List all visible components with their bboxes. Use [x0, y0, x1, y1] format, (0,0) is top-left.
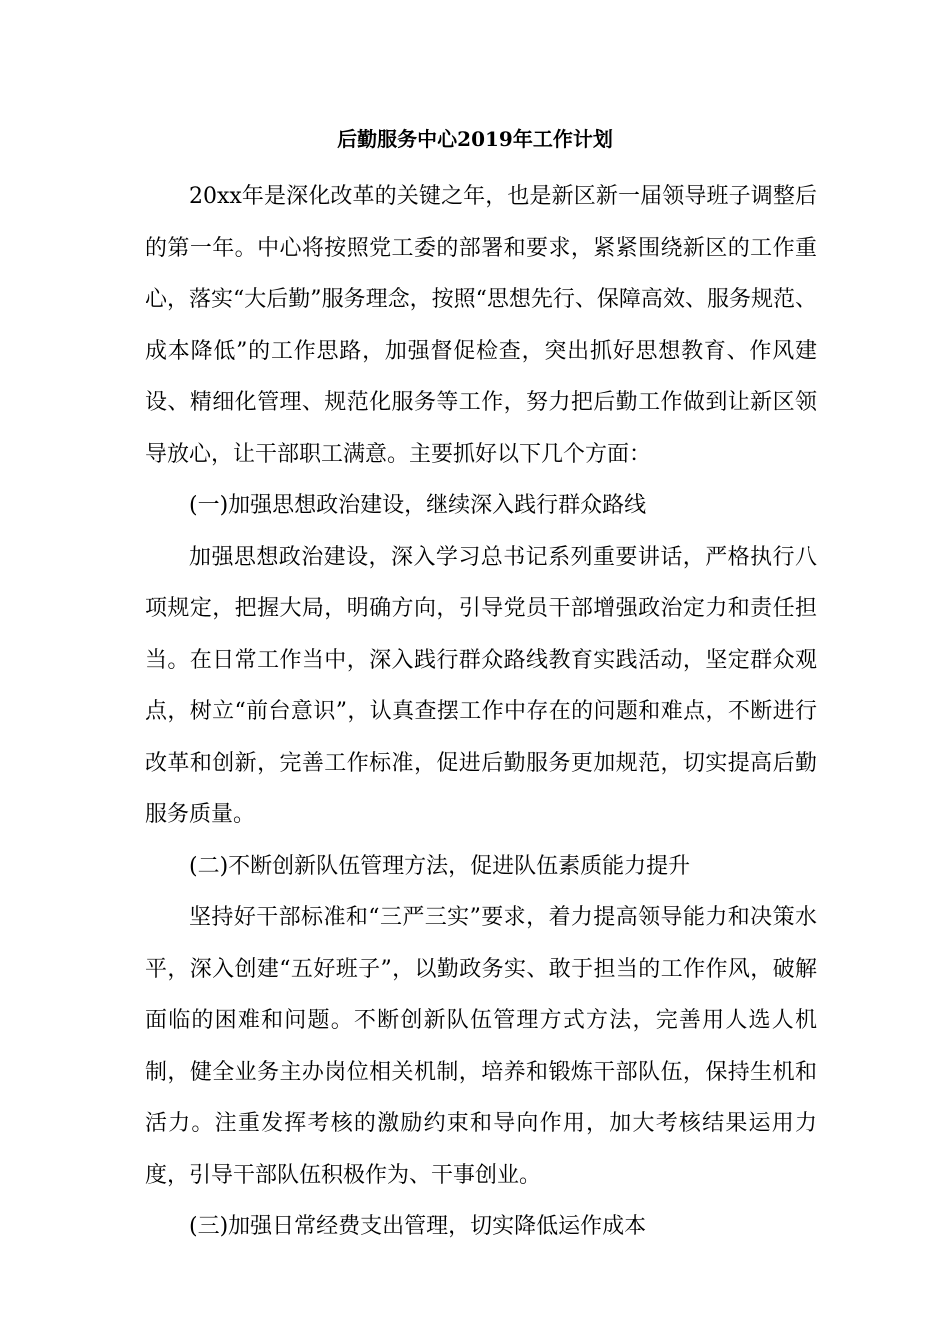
section-paragraph-2: 坚持好干部标准和“三严三实”要求，着力提高领导能力和决策水平，深入创建“五好班子”，以勤政务实、敢于担当的工作作风，破解面临的困难和问题。不断创新队伍管理方式方法，完善用人选人机制，健全业务主办岗位相关机制，培养和锻炼干部队伍，保持生机和活力。注重发挥考核的激励约束和导向作用，加大考核结果运用力度，引导干部队伍积极作为、干事创业。 [145, 905, 817, 1188]
section-paragraph-1: 加强思想政治建设，深入学习总书记系列重要讲话，严格执行八项规定，把握大局，明确方向，引导党员干部增强政治定力和责任担当。在日常工作当中，深入践行群众路线教育实践活动，坚定群众观点，树立“前台意识”，认真查摆工作中存在的问题和难点，不断进行改革和创新，完善工作标准，促进后勤服务更加规范，切实提高后勤服务质量。 [145, 544, 817, 827]
section-heading-2: (二)不断创新队伍管理方法，促进队伍素质能力提升 [189, 853, 691, 879]
document-body [145, 171, 817, 1253]
section-heading-3: (三)加强日常经费支出管理，切实降低运作成本 [189, 1214, 647, 1239]
document-title: 后勤服务中心2019年工作计划 [337, 127, 613, 151]
intro-paragraph: 20xx年是深化改革的关键之年，也是新区新一届领导班子调整后的第一年。中心将按照党工委的部署和要求，紧紧围绕新区的工作重心，落实“大后勤”服务理念，按照“思想先行、保障高效、服务规范、成本降低”的工作思路，加强督促检查，突出抓好思想教育、作风建设、精细化管理、规范化服务等工作，努力把后勤工作做到让新区领导放心，让干部职工满意。主要抓好以下几个方面： [145, 184, 817, 467]
section-heading-1: (一)加强思想政治建设，继续深入践行群众路线 [189, 493, 647, 518]
